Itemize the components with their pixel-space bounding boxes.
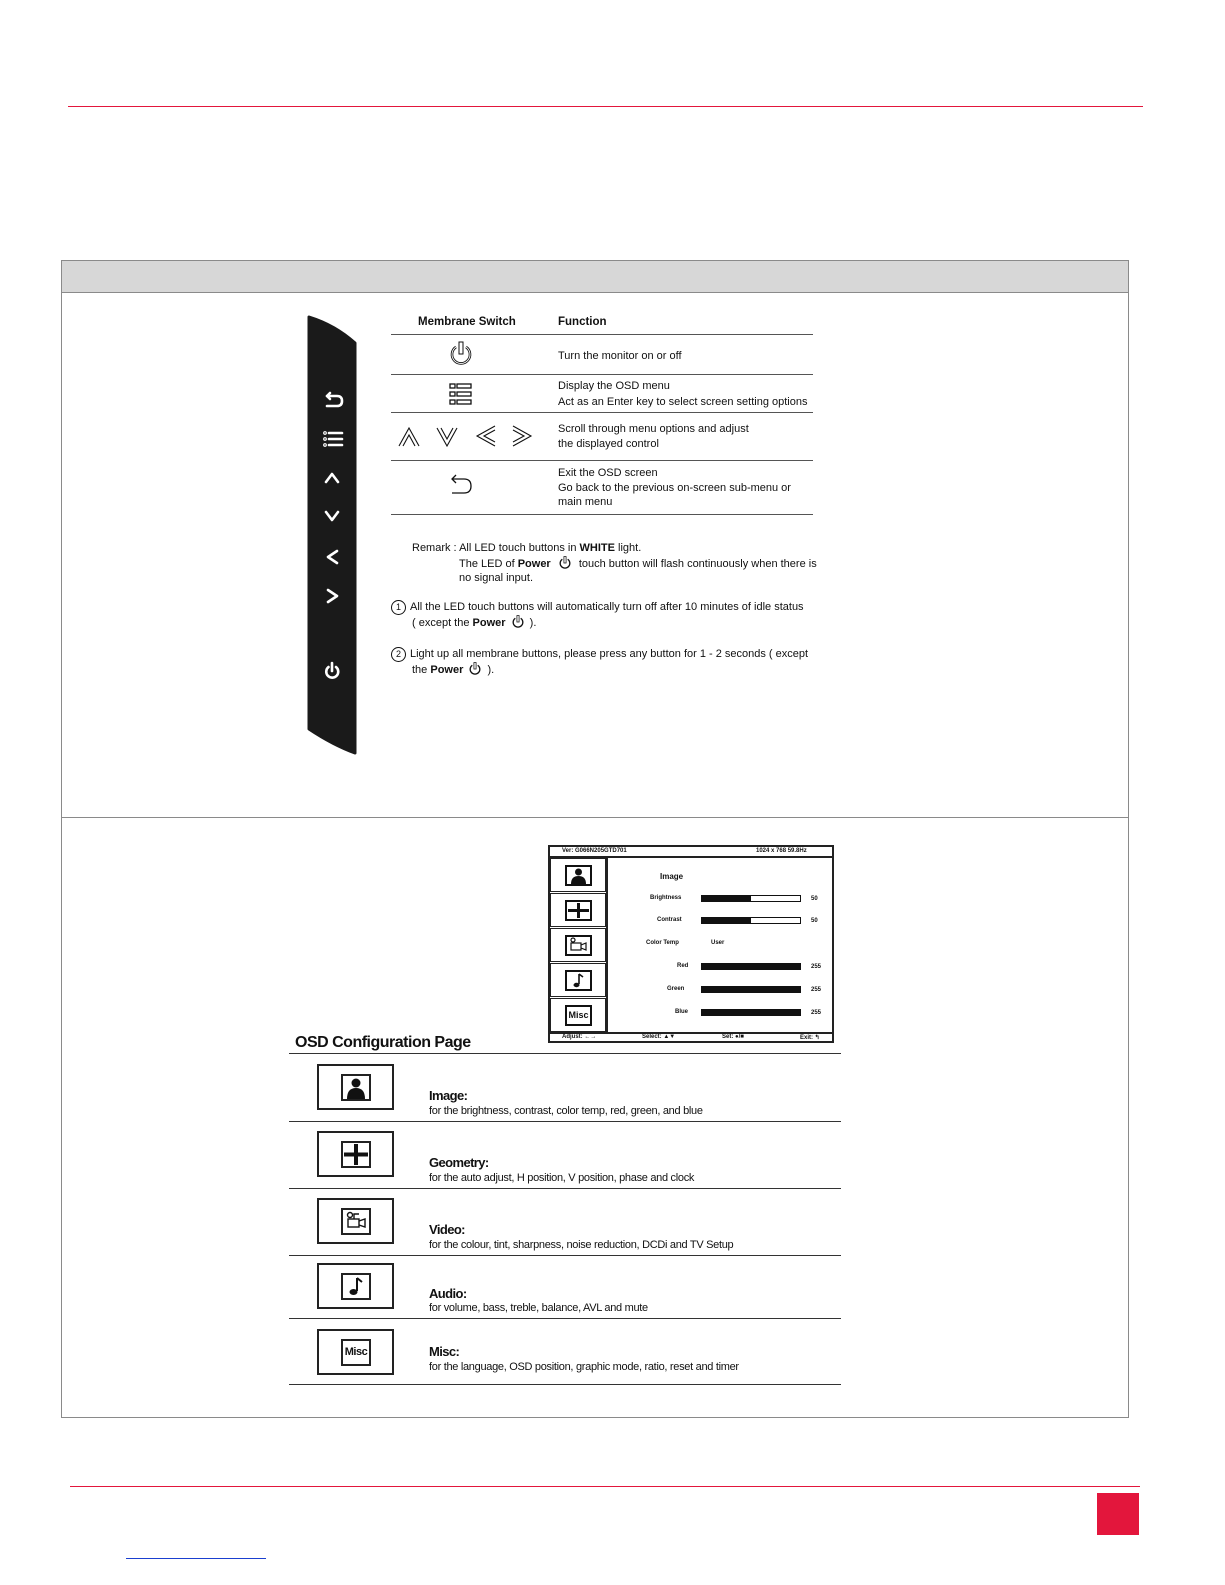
table-rule — [391, 334, 813, 335]
config-video-icon — [317, 1198, 394, 1244]
menu-icon — [449, 382, 473, 406]
note-number: 2 — [391, 647, 406, 662]
osd-geometry-icon — [550, 893, 606, 927]
config-desc: for volume, bass, treble, balance, AVL and mute — [429, 1302, 648, 1314]
table-rule — [391, 460, 813, 461]
osd-row-label: Contrast — [657, 917, 682, 923]
right-arrow-icon — [513, 426, 531, 446]
osd-footer-set: Set: ●/■ — [722, 1034, 744, 1040]
osd-row-label: Red — [677, 963, 689, 969]
control-panel — [305, 315, 361, 757]
note-text: ). — [484, 664, 495, 676]
function-text: Scroll through menu options and adjust — [558, 423, 749, 435]
config-desc: for the colour, tint, sharpness, noise reduction, DCDi and TV Setup — [429, 1239, 734, 1251]
power-icon — [511, 615, 525, 629]
remark-line — [412, 541, 641, 556]
remark-text: The LED of — [459, 558, 518, 570]
remark-text: touch button will flash continuously when there is — [575, 558, 817, 570]
note-line — [412, 662, 494, 678]
note-number: 1 — [391, 600, 406, 615]
config-rule — [289, 1188, 841, 1189]
note-text: All the LED touch buttons will automatically turn off after 10 minutes of idle status — [410, 601, 804, 613]
config-misc-icon: Misc — [317, 1329, 394, 1375]
bottom-rule — [70, 1486, 1140, 1487]
arrows-icon — [397, 424, 537, 450]
osd-video-icon — [550, 928, 606, 962]
power-word: Power — [430, 664, 464, 676]
osd-row-label: Green — [667, 986, 685, 992]
note-text: the — [412, 664, 431, 676]
config-geometry-icon — [317, 1131, 394, 1177]
power-word: Power — [517, 558, 551, 570]
config-title: Video: — [429, 1222, 465, 1237]
back-icon — [447, 472, 475, 498]
config-desc: for the language, OSD position, graphic mode, ratio, reset and timer — [429, 1361, 739, 1373]
osd-image-icon — [550, 858, 606, 892]
function-text: Turn the monitor on or off — [558, 350, 682, 362]
up-arrow-icon — [399, 428, 419, 446]
power-icon — [449, 341, 473, 367]
table-rule — [391, 374, 813, 375]
frame-header-band — [62, 261, 1128, 293]
config-rule — [289, 1121, 841, 1122]
osd-config-heading: OSD Configuration Page — [295, 1034, 471, 1051]
function-text: the displayed control — [558, 438, 659, 450]
osd-row-label: Color Temp — [646, 940, 679, 946]
col-header-switch: Membrane Switch — [418, 316, 516, 328]
osd-brightness-bar — [701, 895, 801, 902]
col-header-function: Function — [558, 316, 607, 328]
note-text: ( except the — [412, 617, 473, 629]
osd-row-value: 255 — [811, 964, 822, 970]
osd-image-title: Image — [660, 872, 684, 881]
config-image-icon — [317, 1064, 394, 1110]
function-text: Act as an Enter key to select screen setting options — [558, 396, 808, 408]
osd-row-value: 255 — [811, 1010, 822, 1016]
config-desc: for the brightness, contrast, color temp, red, green, and blue — [429, 1105, 703, 1117]
power-icon — [468, 662, 482, 676]
left-arrow-icon — [477, 426, 495, 446]
note-line — [391, 600, 804, 615]
config-rule — [289, 1053, 841, 1054]
osd-row-label: Brightness — [650, 895, 682, 901]
remark-white: WHITE — [579, 542, 615, 554]
osd-misc-icon: Misc — [550, 998, 606, 1032]
osd-side-rule — [606, 856, 608, 1033]
remark-text: light. — [614, 542, 642, 554]
osd-row-label: Blue — [675, 1009, 689, 1015]
config-audio-icon — [317, 1263, 394, 1309]
config-title: Geometry: — [429, 1155, 489, 1170]
table-rule — [391, 514, 813, 515]
osd-green-bar — [701, 986, 801, 993]
function-text: main menu — [558, 496, 613, 508]
config-desc: for the auto adjust, H position, V position, phase and clock — [429, 1172, 695, 1184]
osd-footer-adjust: Adjust: ←→ — [562, 1034, 597, 1040]
note-line — [391, 647, 808, 662]
power-word: Power — [472, 617, 506, 629]
config-title: Image: — [429, 1088, 468, 1103]
note-line — [412, 615, 536, 631]
function-text: Exit the OSD screen — [558, 467, 658, 479]
footer-link-underline[interactable] — [126, 1558, 266, 1559]
remark-text: Remark : All LED touch buttons in — [412, 542, 580, 554]
frame-divider — [62, 817, 1128, 818]
osd-resolution: 1024 x 768 59.8Hz — [756, 848, 807, 854]
config-rule — [289, 1318, 841, 1319]
osd-contrast-bar — [701, 917, 801, 924]
config-rule — [289, 1255, 841, 1256]
table-rule — [391, 412, 813, 413]
down-arrow-icon — [437, 428, 457, 446]
function-text: Display the OSD menu — [558, 380, 670, 392]
osd-footer-select: Select: ▲▼ — [642, 1034, 676, 1040]
config-title: Misc: — [429, 1344, 460, 1359]
osd-red-bar — [701, 963, 801, 970]
osd-row-value: 255 — [811, 987, 822, 993]
osd-version: Ver: G066N205GTD701 — [562, 848, 627, 854]
note-text: Light up all membrane buttons, please press any button for 1 - 2 seconds ( except — [410, 648, 809, 660]
config-title: Audio: — [429, 1286, 467, 1301]
page-marker — [1097, 1493, 1139, 1535]
function-text: Go back to the previous on-screen sub-menu or — [558, 482, 791, 494]
osd-blue-bar — [701, 1009, 801, 1016]
config-rule — [289, 1384, 841, 1385]
osd-row-value: 50 — [811, 896, 818, 902]
top-rule — [68, 106, 1143, 107]
osd-audio-icon — [550, 963, 606, 997]
power-icon — [558, 556, 572, 570]
remark-line — [459, 556, 817, 572]
osd-row-value: 50 — [811, 918, 818, 924]
note-text: ). — [526, 617, 537, 629]
osd-footer-exit: Exit: ↰ — [800, 1035, 820, 1041]
remark-line: no signal input. — [459, 572, 533, 584]
osd-row-text: User — [711, 940, 725, 946]
